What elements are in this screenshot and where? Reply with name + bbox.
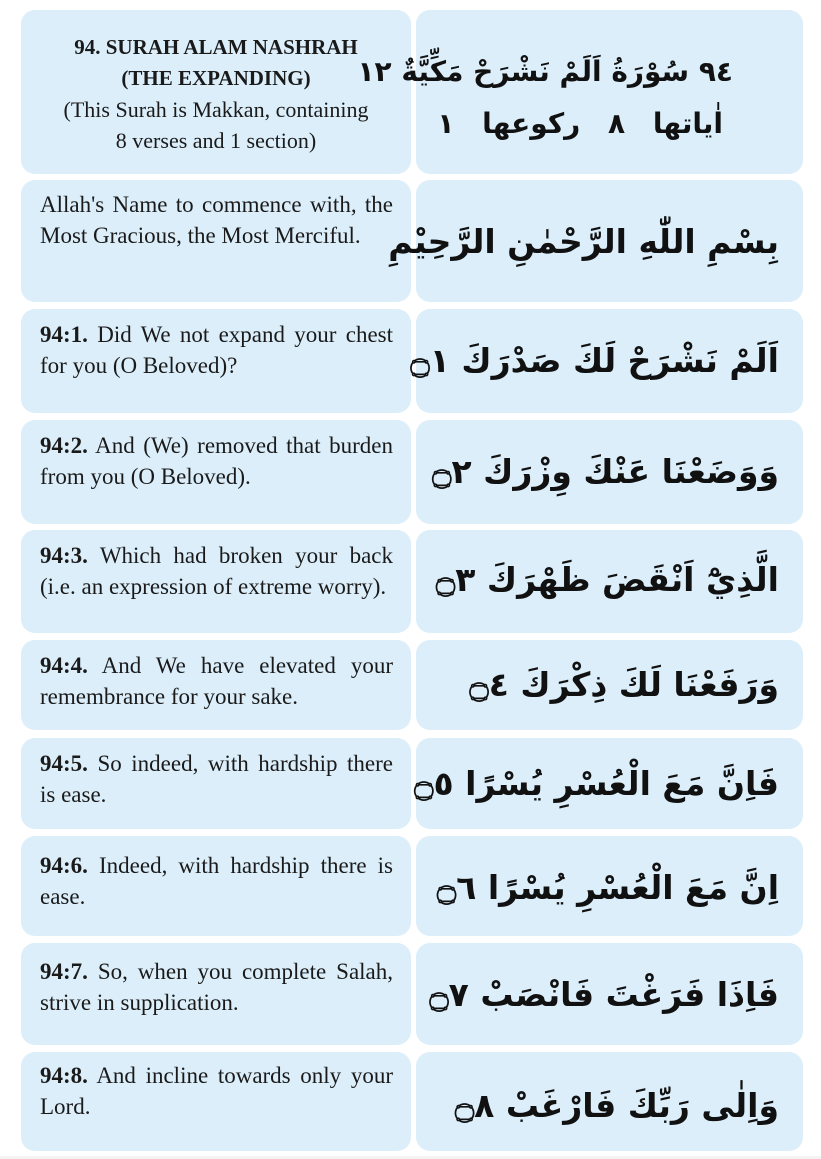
verse-arabic: فَاِنَّ مَعَ الْعُسْرِ يُسْرًا ۝٥ — [414, 764, 779, 803]
verse-row-3-arabic — [416, 530, 803, 633]
verse-row-1-arabic — [410, 309, 803, 413]
surah-header-english — [21, 10, 411, 174]
verse-number: 94:7. — [40, 959, 88, 984]
verse-row-5-english — [21, 738, 411, 829]
verse-number: 94:1. — [40, 322, 88, 347]
verse-arabic: وَرَفَعْنَا لَكَ ذِكْرَكَ ۝٤ — [469, 665, 779, 704]
verse-row-5-arabic — [416, 738, 803, 829]
verse-number: 94:5. — [40, 751, 88, 776]
surah-info-line1: (This Surah is Makkan, containing — [63, 97, 369, 122]
verse-text: Did We not expand your chest for you (O Beloved)? — [40, 322, 393, 378]
surah-title: 94. SURAH ALAM NASHRAH — [74, 35, 358, 59]
verse-row-8-english — [21, 1052, 411, 1151]
bismillah-arabic — [388, 180, 803, 302]
verse-arabic: اَلَمْ نَشْرَحْ لَكَ صَدْرَكَ ۝١ — [410, 341, 779, 380]
verse-arabic: وَاِلٰى رَبِّكَ فَارْغَبْ ۝٨ — [454, 1086, 779, 1125]
verse-row-2-english — [21, 420, 411, 524]
surah-header-arabic — [357, 10, 803, 174]
verse-arabic: اِنَّ مَعَ الْعُسْرِ يُسْرًا ۝٦ — [436, 868, 779, 907]
verse-text: And incline towards only your Lord. — [40, 1063, 393, 1119]
verse-text: And We have elevated your remembrance for your sake. — [40, 653, 394, 709]
verse-text: So indeed, with hardship there is ease. — [40, 751, 393, 807]
verse-text: Allah's Name to commence with, the Most Gracious, the Most Merciful. — [40, 192, 393, 248]
verse-number: 94:2. — [40, 433, 88, 458]
verse-text: So, when you complete Salah, strive in supplication. — [40, 959, 393, 1015]
verse-row-1-english — [21, 309, 411, 413]
verse-arabic: وَوَضَعْنَا عَنْكَ وِزْرَكَ ۝٢ — [432, 452, 779, 491]
verse-text: Indeed, with hardship there is ease. — [40, 853, 394, 909]
verse-text: And (We) removed that burden from you (O Beloved). — [40, 433, 393, 489]
surah-header-arabic-line2: اٰياتها ٨ ركوعها ١ — [437, 107, 723, 140]
bismillah-english — [21, 180, 411, 302]
verse-row-8-arabic — [416, 1052, 803, 1151]
verse-arabic: الَّذِيْٓ اَنْقَضَ ظَهْرَكَ ۝٣ — [435, 560, 779, 599]
surah-header-arabic-line1: ٩٤ سُوْرَةُ اَلَمْ نَشْرَحْ مَكِّيَّةٌ ١٢ — [357, 55, 733, 88]
verse-row-7-english — [21, 943, 411, 1045]
verse-row-3-english — [21, 530, 411, 633]
verse-number: 94:3. — [40, 543, 88, 568]
verse-arabic: فَاِذَا فَرَغْتَ فَانْصَبْ ۝٧ — [429, 975, 779, 1014]
verse-row-6-english — [21, 836, 411, 936]
verse-row-7-arabic — [416, 943, 803, 1045]
verse-row-6-arabic — [416, 836, 803, 936]
verse-row-2-arabic — [416, 420, 803, 524]
verse-number: 94:4. — [40, 653, 88, 678]
verse-text: Which had broken your back (i.e. an expression of extreme worry). — [40, 543, 393, 599]
surah-info-line2: 8 verses and 1 section) — [115, 128, 317, 153]
verse-row-4-english — [21, 640, 411, 730]
verse-number: 94:8. — [40, 1063, 88, 1088]
verse-arabic: بِسْمِ اللّٰهِ الرَّحْمٰنِ الرَّحِيْمِ — [388, 222, 779, 261]
verse-number: 94:6. — [40, 853, 88, 878]
surah-title-translation: (THE EXPANDING) — [121, 66, 311, 90]
verse-row-4-arabic — [416, 640, 803, 730]
